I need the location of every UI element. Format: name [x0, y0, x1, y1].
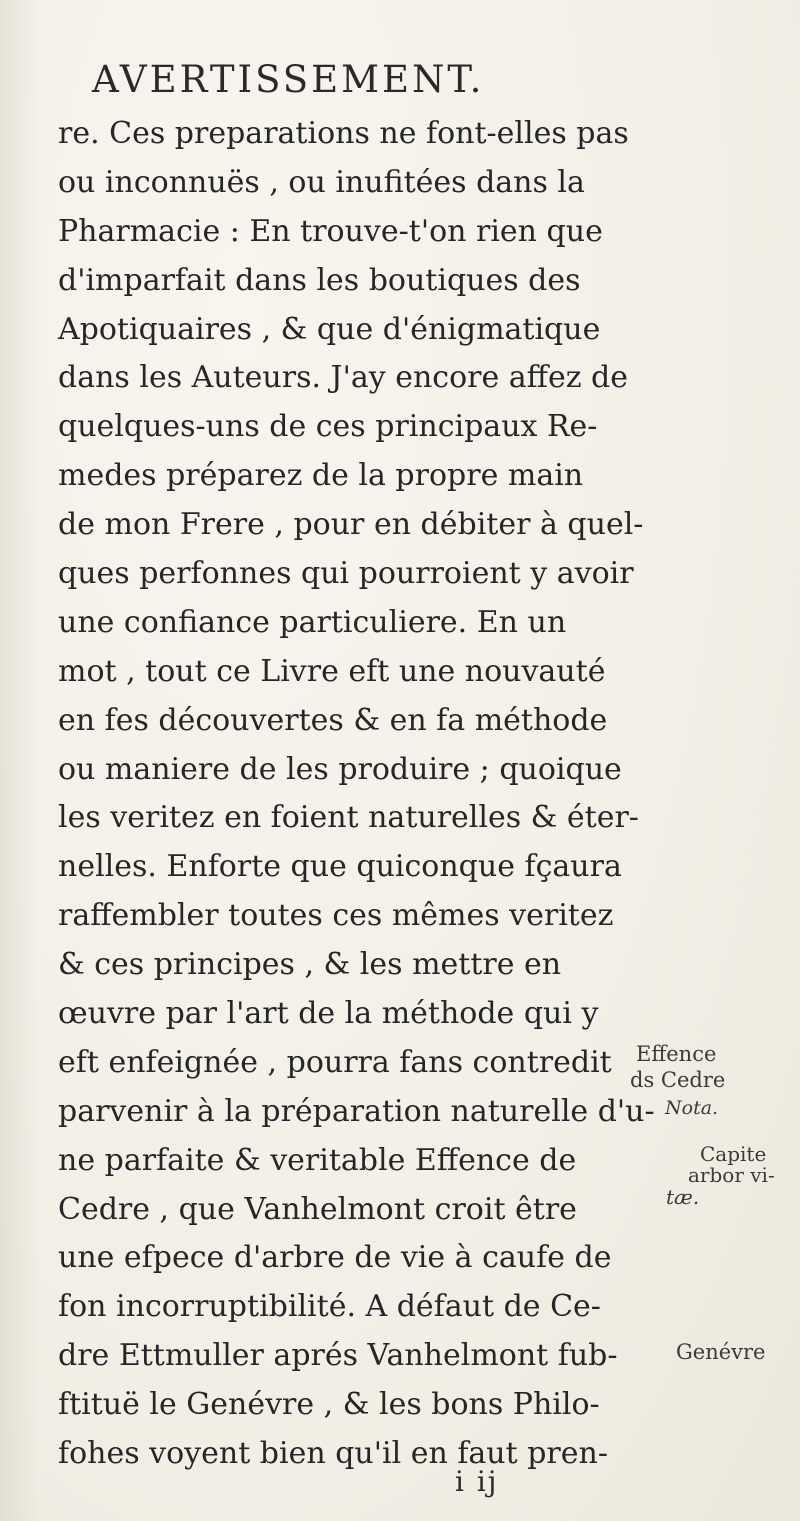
text-line: fohes voyent bien qu'il en faut pren- — [58, 1436, 608, 1472]
text-line: ftituë le Genévre , & les bons Philo- — [58, 1387, 600, 1423]
text-line: re. Ces preparations ne font-elles pas — [58, 116, 629, 151]
running-header: AVERTISSEMENT. — [92, 58, 485, 101]
text-line: Cedre , que Vanhelmont croit être — [58, 1191, 577, 1227]
text-line: ou maniere de les produire ; quoique — [58, 751, 622, 787]
margin-note: arbor vi- — [688, 1163, 775, 1187]
text-line: une efpece d'arbre de vie à caufe de — [58, 1240, 612, 1276]
margin-note: Effence — [636, 1042, 717, 1066]
text-line: ques perfonnes qui pourroient y avoir — [58, 556, 634, 592]
text-line: une confiance particuliere. En un — [58, 604, 567, 640]
text-line: quelques-uns de ces principaux Re- — [58, 409, 598, 445]
margin-note: tæ. — [666, 1185, 700, 1209]
text-line: d'imparfait dans les boutiques des — [58, 262, 581, 298]
text-line: œuvre par l'art de la méthode qui y — [58, 996, 599, 1032]
text-line: Apotiquaires , & que d'énigmatique — [58, 311, 601, 347]
text-line: mot , tout ce Livre eft une nouvauté — [58, 653, 606, 689]
text-line: ou inconnuës , ou inufitées dans la — [58, 164, 585, 200]
text-line: fon incorruptibilité. A défaut de Ce- — [58, 1289, 601, 1325]
text-line: de mon Frere , pour en débiter à quel- — [58, 507, 644, 543]
signature-mark: i ij — [455, 1465, 499, 1498]
text-line: medes préparez de la propre main — [58, 458, 584, 494]
text-line: parvenir à la préparation naturelle d'u- — [58, 1093, 655, 1129]
text-line: raffembler toutes ces mêmes veritez — [58, 898, 614, 934]
body-text — [58, 110, 655, 1479]
margin-note: ds Cedre — [630, 1068, 726, 1092]
text-line: dans les Auteurs. J'ay encore affez de — [58, 360, 629, 396]
margin-note: Capite — [700, 1142, 767, 1166]
text-line: ne parfaite & veritable Effence de — [58, 1142, 577, 1178]
margin-note: Genévre — [676, 1340, 766, 1364]
text-line: eft enfeignée , pourra fans contredit — [58, 1044, 612, 1080]
text-line: nelles. Enforte que quiconque fçaura — [58, 849, 622, 885]
text-line: les veritez en foient naturelles & éter- — [58, 800, 639, 836]
text-line: dre Ettmuller aprés Vanhelmont fub- — [58, 1338, 618, 1374]
text-line: & ces principes , & les mettre en — [58, 947, 562, 983]
text-line: Pharmacie : En trouve-t'on rien que — [58, 213, 603, 249]
page-gutter-shadow — [0, 0, 40, 1521]
margin-note: Nota. — [665, 1097, 719, 1119]
text-line: en fes découvertes & en fa méthode — [58, 702, 608, 738]
